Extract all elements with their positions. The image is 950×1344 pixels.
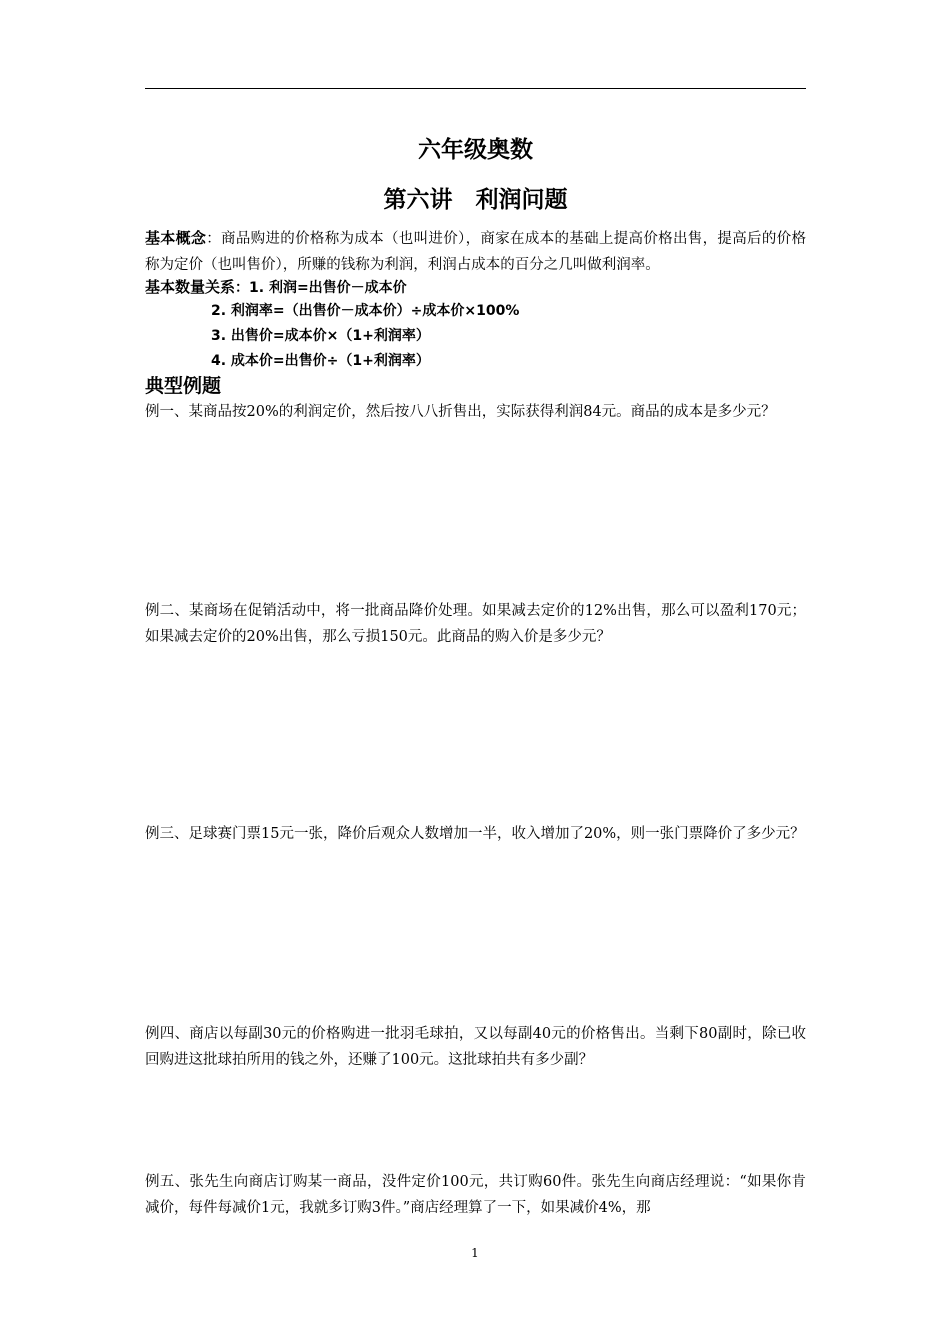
formula-2: 2. 利润率=（出售价－成本价）÷成本价×100% (211, 303, 520, 319)
example-4: 例四、商店以每副30元的价格购进一批羽毛球拍，又以每副40元的价格售出。当剩下80副时，除已收回购进这批球拍所用的钱之外，还赚了100元。这批球拍共有多少副？ (145, 1026, 806, 1068)
example-3: 例三、足球赛门票15元一张，降价后观众人数增加一半，收入增加了20%，则一张门票降价了多少元？ (145, 826, 805, 842)
examples-heading: 典型例题 (145, 375, 222, 397)
lecture-title: 第六讲 利润问题 (383, 187, 568, 213)
relations-label: 基本数量关系 (145, 278, 236, 296)
basic-concept-paragraph (145, 225, 806, 278)
page-title: 六年级奥数 (418, 137, 533, 163)
basic-concept-text: ：商品购进的价格称为成本（也叫进价），商家在成本的基础上提高价格出售，提高后的价格称为定价（也叫售价），所赚的钱称为利润，利润占成本的百分之几叫做利润率。 (145, 231, 806, 273)
formula-3: 3. 出售价=成本价×（1+利润率） (211, 328, 430, 344)
header-rule (145, 88, 806, 89)
formula-1: ：1. 利润=出售价－成本价 (235, 280, 407, 296)
relations-first-line (145, 275, 407, 300)
basic-concept-label: 基本概念 (145, 229, 207, 247)
formula-4: 4. 成本价=出售价÷（1+利润率） (211, 353, 430, 369)
example-2: 例二、某商场在促销活动中，将一批商品降价处理。如果减去定价的12%出售，那么可以盈利170元；如果减去定价的20%出售，那么亏损150元。此商品的购入价是多少元？ (145, 603, 806, 645)
example-1: 例一、某商品按20%的利润定价，然后按八八折售出，实际获得利润84元。商品的成本是多少元？ (145, 404, 776, 420)
example-5: 例五、张先生向商店订购某一商品，没件定价100元，共订购60件。张先生向商店经理说：“如果你肯减价，每件每减价1元，我就多订购3件。”商店经理算了一下，如果减价4%，那 (145, 1174, 806, 1216)
page-number: 1 (471, 1246, 479, 1260)
